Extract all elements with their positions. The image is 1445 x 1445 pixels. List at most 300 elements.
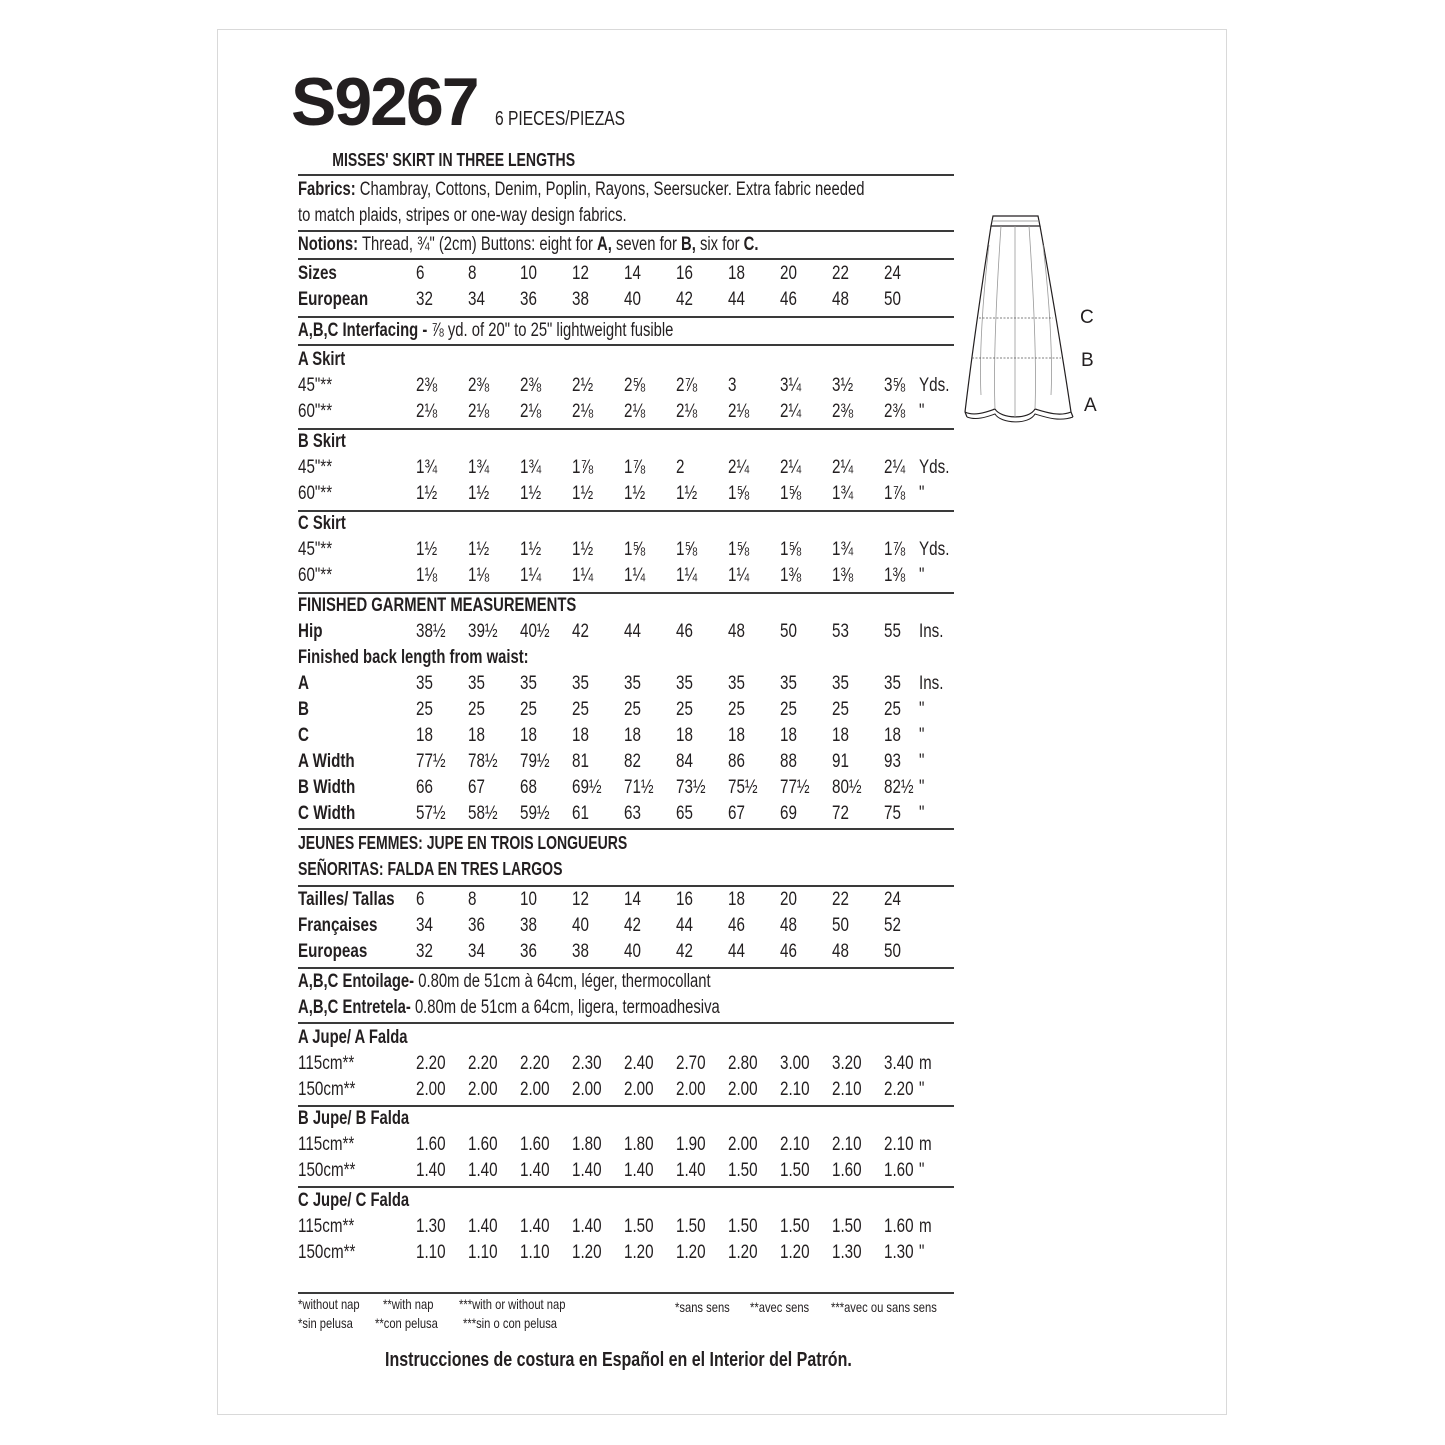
finished-row (298, 803, 958, 829)
spanish-title: SEÑORITAS: FALDA EN TRES LARGOS (298, 859, 563, 879)
size-cell: 44 (728, 941, 745, 962)
size-cell: 35 (624, 673, 641, 694)
sizes-row (298, 263, 958, 289)
finished-row (298, 699, 958, 725)
size-cell: 73½ (676, 777, 706, 798)
size-cell: 2⅛ (728, 401, 750, 422)
size-cell: 1.20 (728, 1242, 758, 1263)
unit-label: m (919, 1053, 932, 1074)
yardage-view-title: A Skirt (298, 349, 346, 370)
size-cell: 12 (572, 889, 589, 910)
row-label: 115cm** (298, 1216, 355, 1237)
interfacing-label: A,B,C Interfacing - (298, 320, 428, 341)
footnote-fr-3: ***avec ou sans sens (831, 1299, 937, 1315)
size-cell: 40½ (520, 621, 550, 642)
size-cell: 3⅝ (884, 375, 906, 396)
size-cell: 35 (468, 673, 485, 694)
size-cell: 2¼ (780, 457, 802, 478)
row-label: Europeas (298, 941, 368, 962)
size-cell: 59½ (520, 803, 550, 824)
size-cell: 24 (884, 889, 901, 910)
size-cell: 93 (884, 751, 901, 772)
size-cell: 1.40 (572, 1160, 602, 1181)
size-cell: 1¾ (832, 483, 854, 504)
size-cell: 2.10 (780, 1134, 810, 1155)
french-title: JEUNES FEMMES: JUPE EN TROIS LONGUEURS (298, 833, 628, 853)
size-cell: 1.30 (416, 1216, 446, 1237)
size-cell: 2⅛ (416, 401, 438, 422)
size-cell: 58½ (468, 803, 498, 824)
size-cell: 1½ (520, 539, 542, 560)
size-cell: 18 (780, 725, 797, 746)
size-cell: 80½ (832, 777, 862, 798)
footnote-en-3: ***with or without nap (459, 1296, 566, 1312)
size-cell: 1.30 (832, 1242, 862, 1263)
footnote-es-1: *sin pelusa (298, 1315, 353, 1331)
divider (298, 1186, 954, 1188)
view-label-c: C (1080, 307, 1094, 328)
european-row (298, 289, 958, 315)
size-cell: 1¾ (520, 457, 542, 478)
size-cell: 36 (520, 941, 537, 962)
size-cell: 1.90 (676, 1134, 706, 1155)
size-cell: 22 (832, 263, 849, 284)
size-cell: 8 (468, 263, 477, 284)
size-cell: 1⅜ (884, 565, 906, 586)
size-cell: 2.00 (468, 1079, 498, 1100)
francaises-row (298, 915, 958, 941)
size-cell: 8 (468, 889, 477, 910)
size-cell: 67 (728, 803, 745, 824)
size-cell: 18 (416, 725, 433, 746)
size-cell: 2.00 (416, 1079, 446, 1100)
metric-view-title: B Jupe/ B Falda (298, 1108, 410, 1129)
divider (298, 1292, 954, 1294)
size-cell: 71½ (624, 777, 654, 798)
size-cell: 2.00 (728, 1134, 758, 1155)
size-cell: 18 (468, 725, 485, 746)
size-cell: 50 (832, 915, 849, 936)
entretela-label: A,B,C Entretela- (298, 997, 411, 1018)
size-cell: 40 (624, 941, 641, 962)
size-cell: 55 (884, 621, 901, 642)
size-cell: 2⅛ (520, 401, 542, 422)
view-label-b: B (1081, 350, 1094, 371)
size-cell: 1.40 (624, 1160, 654, 1181)
size-cell: 1.50 (780, 1160, 810, 1181)
size-cell: 1⅞ (884, 539, 906, 560)
size-cell: 1⅝ (780, 483, 802, 504)
piece-count: 6 PIECES/PIEZAS (495, 108, 626, 130)
size-cell: 2¼ (832, 457, 854, 478)
row-label: C (298, 725, 309, 746)
size-cell: 44 (728, 289, 745, 310)
finished-row (298, 751, 958, 777)
size-cell: 10 (520, 263, 537, 284)
size-cell: 1⅛ (416, 565, 438, 586)
size-cell: 1.20 (676, 1242, 706, 1263)
yardage-view-title: B Skirt (298, 431, 346, 452)
size-cell: 3¼ (780, 375, 802, 396)
row-label: European (298, 289, 369, 310)
size-cell: 66 (416, 777, 433, 798)
size-cell: 1⅛ (468, 565, 490, 586)
size-cell: 67 (468, 777, 485, 798)
unit-label: " (919, 699, 925, 720)
size-cell: 1.40 (468, 1216, 498, 1237)
size-cell: 22 (832, 889, 849, 910)
size-cell: 36 (520, 289, 537, 310)
unit-label: " (919, 725, 925, 746)
entoilage-text: 0.80m de 51cm à 64cm, léger, thermocollant (418, 971, 711, 992)
yardage-view-title: C Skirt (298, 513, 346, 534)
metric-view-title: C Jupe/ C Falda (298, 1190, 410, 1211)
row-label: 150cm** (298, 1242, 356, 1263)
unit-label: Yds. (919, 457, 950, 478)
size-cell: 42 (676, 289, 693, 310)
size-cell: 1.10 (468, 1242, 498, 1263)
size-cell: 25 (572, 699, 589, 720)
size-cell: 1½ (416, 539, 438, 560)
size-cell: 1⅝ (728, 539, 750, 560)
size-cell: 50 (780, 621, 797, 642)
row-label: 115cm** (298, 1053, 355, 1074)
size-cell: 2.00 (624, 1079, 654, 1100)
row-label: 60"** (298, 483, 333, 504)
size-cell: 53 (832, 621, 849, 642)
entretela-line (298, 997, 720, 1019)
size-cell: 34 (468, 941, 485, 962)
size-cell: 38½ (416, 621, 446, 642)
size-cell: 78½ (468, 751, 498, 772)
unit-label: " (919, 1079, 925, 1100)
size-cell: 48 (728, 621, 745, 642)
size-cell: 35 (884, 673, 901, 694)
finished-row (298, 725, 958, 751)
size-cell: 38 (572, 289, 589, 310)
metric-row-150 (298, 1160, 958, 1186)
size-cell: 2.20 (884, 1079, 914, 1100)
size-cell: 2⅝ (624, 375, 646, 396)
size-cell: 1.60 (416, 1134, 446, 1155)
unit-label: Ins. (919, 673, 944, 694)
size-cell: 1¾ (416, 457, 438, 478)
size-cell: 2¼ (780, 401, 802, 422)
divider (298, 967, 954, 969)
unit-label: " (919, 777, 925, 798)
size-cell: 2.10 (884, 1134, 914, 1155)
size-cell: 72 (832, 803, 849, 824)
size-cell: 1⅞ (572, 457, 594, 478)
size-cell: 1.10 (520, 1242, 550, 1263)
size-cell: 16 (676, 889, 693, 910)
yardage-row-60 (298, 483, 958, 509)
size-cell: 1½ (520, 483, 542, 504)
finished-measurements-title: FINISHED GARMENT MEASUREMENTS (298, 595, 577, 616)
finished-row (298, 673, 958, 699)
size-cell: 46 (780, 289, 797, 310)
size-cell: 65 (676, 803, 693, 824)
size-cell: 1¼ (624, 565, 646, 586)
size-cell: 10 (520, 889, 537, 910)
size-cell: 1½ (624, 483, 646, 504)
row-label: 45"** (298, 375, 333, 396)
size-cell: 1.60 (520, 1134, 550, 1155)
size-cell: 52 (884, 915, 901, 936)
size-cell: 24 (884, 263, 901, 284)
divider (298, 428, 954, 430)
size-cell: 20 (780, 889, 797, 910)
size-cell: 2⅜ (520, 375, 542, 396)
size-cell: 1⅞ (624, 457, 646, 478)
size-cell: 57½ (416, 803, 446, 824)
size-cell: 1½ (572, 539, 594, 560)
size-cell: 1.50 (780, 1216, 810, 1237)
metric-row-115 (298, 1134, 958, 1160)
size-cell: 1¼ (728, 565, 750, 586)
size-cell: 2.00 (520, 1079, 550, 1100)
size-cell: 1½ (468, 539, 490, 560)
size-cell: 32 (416, 941, 433, 962)
divider (298, 1022, 954, 1024)
divider (298, 1105, 954, 1107)
unit-label: " (919, 565, 925, 586)
size-cell: 40 (624, 289, 641, 310)
size-cell: 61 (572, 803, 589, 824)
size-cell: 79½ (520, 751, 550, 772)
size-cell: 1.50 (676, 1216, 706, 1237)
size-cell: 3 (728, 375, 737, 396)
size-cell: 2⅜ (884, 401, 906, 422)
size-cell: 1.20 (572, 1242, 602, 1263)
size-cell: 39½ (468, 621, 498, 642)
size-cell: 48 (832, 941, 849, 962)
size-cell: 1⅜ (780, 565, 802, 586)
size-cell: 2⅛ (468, 401, 490, 422)
size-cell: 2.00 (676, 1079, 706, 1100)
size-cell: 1⅝ (728, 483, 750, 504)
size-cell: 1½ (468, 483, 490, 504)
divider (298, 592, 954, 594)
size-cell: 35 (676, 673, 693, 694)
divider (298, 174, 954, 176)
divider (298, 258, 954, 260)
fabrics-line-2: to match plaids, stripes or one-way design fabrics. (298, 205, 627, 226)
size-cell: 3.20 (832, 1053, 862, 1074)
size-cell: 1.60 (832, 1160, 862, 1181)
row-label: 45"** (298, 539, 333, 560)
size-cell: 91 (832, 751, 849, 772)
size-cell: 2.10 (832, 1079, 862, 1100)
size-cell: 1¼ (676, 565, 698, 586)
size-cell: 1.50 (728, 1216, 758, 1237)
size-cell: 2¼ (728, 457, 750, 478)
size-cell: 38 (572, 941, 589, 962)
size-cell: 2.20 (468, 1053, 498, 1074)
size-cell: 82 (624, 751, 641, 772)
size-cell: 18 (520, 725, 537, 746)
size-cell: 1.50 (832, 1216, 862, 1237)
metric-row-115 (298, 1053, 958, 1079)
size-cell: 1¾ (468, 457, 490, 478)
finished-row (298, 777, 958, 803)
unit-label: Yds. (919, 375, 950, 396)
size-cell: 2⅜ (416, 375, 438, 396)
size-cell: 1.40 (520, 1216, 550, 1237)
size-cell: 48 (832, 289, 849, 310)
size-cell: 1.40 (520, 1160, 550, 1181)
size-cell: 1.60 (884, 1160, 914, 1181)
row-label: A (298, 673, 309, 694)
size-cell: 18 (728, 725, 745, 746)
size-cell: 88 (780, 751, 797, 772)
divider (298, 828, 954, 830)
fabrics-label: Fabrics: (298, 179, 356, 200)
size-cell: 1⅝ (780, 539, 802, 560)
entoilage-label: A,B,C Entoilage- (298, 971, 415, 992)
size-cell: 2⅞ (676, 375, 698, 396)
size-cell: 35 (728, 673, 745, 694)
back-length-label: Finished back length from waist: (298, 647, 529, 668)
size-cell: 1.80 (572, 1134, 602, 1155)
size-cell: 25 (416, 699, 433, 720)
size-cell: 44 (624, 621, 641, 642)
size-cell: 3.40 (884, 1053, 914, 1074)
size-cell: 75½ (728, 777, 758, 798)
size-cell: 1.60 (468, 1134, 498, 1155)
size-cell: 25 (468, 699, 485, 720)
size-cell: 1.50 (728, 1160, 758, 1181)
size-cell: 1.40 (676, 1160, 706, 1181)
divider (298, 885, 954, 887)
size-cell: 36 (468, 915, 485, 936)
size-cell: 2.80 (728, 1053, 758, 1074)
size-cell: 32 (416, 289, 433, 310)
entoilage-line (298, 971, 711, 993)
size-cell: 2⅛ (572, 401, 594, 422)
yardage-row-45 (298, 457, 958, 483)
size-cell: 86 (728, 751, 745, 772)
size-cell: 1.40 (416, 1160, 446, 1181)
size-cell: 40 (572, 915, 589, 936)
size-cell: 1½ (572, 483, 594, 504)
size-cell: 42 (624, 915, 641, 936)
size-cell: 50 (884, 941, 901, 962)
size-cell: 82½ (884, 777, 914, 798)
size-cell: 2⅜ (468, 375, 490, 396)
size-cell: 18 (728, 889, 745, 910)
size-cell: 35 (780, 673, 797, 694)
row-label: 115cm** (298, 1134, 355, 1155)
row-label: 60"** (298, 401, 333, 422)
row-label: B (298, 699, 309, 720)
interfacing-line (298, 320, 673, 342)
metric-row-150 (298, 1242, 958, 1268)
size-cell: 6 (416, 889, 425, 910)
size-cell: 2½ (572, 375, 594, 396)
size-cell: 84 (676, 751, 693, 772)
size-cell: 1¼ (520, 565, 542, 586)
size-cell: 2 (676, 457, 685, 478)
size-cell: 14 (624, 263, 641, 284)
size-cell: 2.10 (780, 1079, 810, 1100)
size-cell: 77½ (416, 751, 446, 772)
divider (298, 344, 954, 346)
row-label: A Width (298, 751, 355, 772)
size-cell: 46 (780, 941, 797, 962)
size-cell: 3.00 (780, 1053, 810, 1074)
size-cell: 2.20 (520, 1053, 550, 1074)
fabrics-line-1 (298, 179, 864, 201)
spanish-instructions-note: Instrucciones de costura en Español en el Interior del Patrón. (385, 1349, 852, 1371)
size-cell: 25 (676, 699, 693, 720)
row-label: B Width (298, 777, 356, 798)
size-cell: 2.30 (572, 1053, 602, 1074)
size-cell: 1½ (416, 483, 438, 504)
notions-line: Notions: Thread, ¾" (2cm) Buttons: eight for A, seven for B, six for C. (298, 234, 759, 255)
size-cell: 1¾ (832, 539, 854, 560)
size-cell: 1.20 (780, 1242, 810, 1263)
size-cell: 6 (416, 263, 425, 284)
europeas-row (298, 941, 958, 967)
unit-label: " (919, 751, 925, 772)
size-cell: 1.50 (624, 1216, 654, 1237)
size-cell: 1.10 (416, 1242, 446, 1263)
size-cell: 1¼ (572, 565, 594, 586)
footnote-es-3: ***sin o con pelusa (463, 1315, 558, 1331)
row-label: C Width (298, 803, 356, 824)
yardage-row-45 (298, 539, 958, 565)
size-cell: 44 (676, 915, 693, 936)
size-cell: 1.20 (624, 1242, 654, 1263)
tailles-row (298, 889, 958, 915)
size-cell: 18 (572, 725, 589, 746)
unit-label: " (919, 483, 925, 504)
size-cell: 2⅜ (832, 401, 854, 422)
size-cell: 18 (884, 725, 901, 746)
unit-label: " (919, 1160, 925, 1181)
row-label: 45"** (298, 457, 333, 478)
size-cell: 1½ (676, 483, 698, 504)
yardage-row-60 (298, 565, 958, 591)
view-label-a: A (1084, 395, 1097, 416)
size-cell: 1⅝ (676, 539, 698, 560)
size-cell: 46 (728, 915, 745, 936)
unit-label: " (919, 803, 925, 824)
unit-label: Yds. (919, 539, 950, 560)
unit-label: m (919, 1134, 932, 1155)
interfacing-text: ⅞ yd. of 20" to 25" lightweight fusible (431, 320, 674, 341)
size-cell: 12 (572, 263, 589, 284)
size-cell: 16 (676, 263, 693, 284)
size-cell: 2.00 (572, 1079, 602, 1100)
size-cell: 50 (884, 289, 901, 310)
row-label: Françaises (298, 915, 378, 936)
metric-row-115 (298, 1216, 958, 1242)
entretela-text: 0.80m de 51cm a 64cm, ligera, termoadhesiva (414, 997, 720, 1018)
size-cell: 1.30 (884, 1242, 914, 1263)
size-cell: 75 (884, 803, 901, 824)
size-cell: 18 (624, 725, 641, 746)
pattern-number: S9267 (291, 64, 478, 140)
size-cell: 1.40 (572, 1216, 602, 1237)
size-cell: 81 (572, 751, 589, 772)
row-label: Hip (298, 621, 323, 642)
size-cell: 34 (416, 915, 433, 936)
size-cell: 42 (572, 621, 589, 642)
size-cell: 69 (780, 803, 797, 824)
size-cell: 2.70 (676, 1053, 706, 1074)
